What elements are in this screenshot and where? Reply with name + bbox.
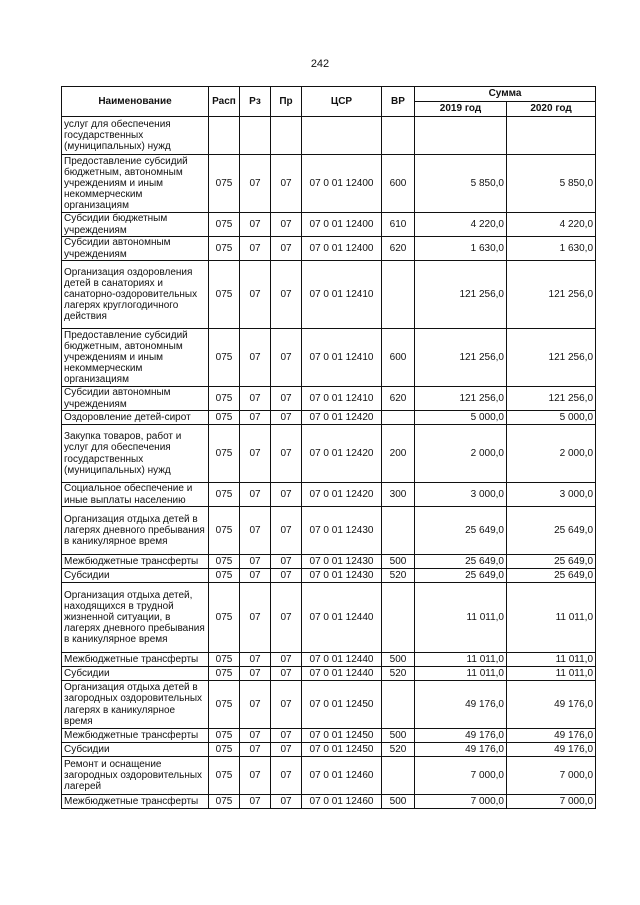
cell-pr: 07 [271, 583, 302, 653]
cell-sum-2020: 49 176,0 [507, 681, 596, 729]
cell-vr [382, 117, 415, 155]
cell-vr [382, 681, 415, 729]
cell-rz: 07 [240, 329, 271, 387]
cell-sum-2019: 1 630,0 [415, 237, 507, 261]
table-row [62, 681, 596, 729]
cell-rasp: 075 [209, 507, 240, 555]
cell-pr [271, 117, 302, 155]
cell-rasp: 075 [209, 411, 240, 425]
cell-vr: 500 [382, 795, 415, 809]
cell-rz: 07 [240, 583, 271, 653]
cell-sum-2020: 25 649,0 [507, 569, 596, 583]
table-row [62, 213, 596, 237]
cell-pr: 07 [271, 329, 302, 387]
cell-sum-2019: 25 649,0 [415, 555, 507, 569]
cell-name: Субсидии [62, 569, 209, 583]
table-row [62, 795, 596, 809]
table-row [62, 729, 596, 743]
table-row [62, 653, 596, 667]
cell-csr: 07 0 01 12430 [302, 507, 382, 555]
cell-name: Социальное обеспечение и иные выплаты населению [62, 483, 209, 507]
cell-rasp: 075 [209, 237, 240, 261]
cell-sum-2019: 5 000,0 [415, 411, 507, 425]
cell-name: Организация отдыха детей в загородных оздоровительных лагерях в каникулярное время [62, 681, 209, 729]
cell-sum-2020 [507, 117, 596, 155]
cell-pr: 07 [271, 507, 302, 555]
cell-pr: 07 [271, 237, 302, 261]
cell-rz: 07 [240, 757, 271, 795]
cell-name: Организация отдыха детей, находящихся в трудной жизненной ситуации, в лагерях дневного пребывания в каникулярное время [62, 583, 209, 653]
cell-rz: 07 [240, 795, 271, 809]
cell-sum-2019: 5 850,0 [415, 155, 507, 213]
cell-sum-2019: 25 649,0 [415, 507, 507, 555]
cell-rz: 07 [240, 681, 271, 729]
header-year-2020: 2020 год [507, 102, 596, 117]
cell-name: услуг для обеспечения государственных (муниципальных) нужд [62, 117, 209, 155]
cell-sum-2019: 7 000,0 [415, 795, 507, 809]
cell-sum-2019: 49 176,0 [415, 681, 507, 729]
header-pr: Пр [271, 87, 302, 117]
cell-rasp: 075 [209, 329, 240, 387]
cell-vr: 600 [382, 155, 415, 213]
cell-sum-2019: 2 000,0 [415, 425, 507, 483]
cell-sum-2020: 25 649,0 [507, 555, 596, 569]
cell-vr [382, 507, 415, 555]
cell-vr [382, 261, 415, 329]
cell-name: Закупка товаров, работ и услуг для обеспечения государственных (муниципальных) нужд [62, 425, 209, 483]
cell-sum-2020: 11 011,0 [507, 583, 596, 653]
cell-sum-2020: 1 630,0 [507, 237, 596, 261]
cell-rasp: 075 [209, 483, 240, 507]
cell-sum-2019: 25 649,0 [415, 569, 507, 583]
cell-vr: 500 [382, 555, 415, 569]
cell-rasp: 075 [209, 555, 240, 569]
header-vr: ВР [382, 87, 415, 117]
cell-rasp: 075 [209, 795, 240, 809]
cell-vr: 500 [382, 729, 415, 743]
cell-name: Ремонт и оснащение загородных оздоровительных лагерей [62, 757, 209, 795]
cell-csr: 07 0 01 12400 [302, 155, 382, 213]
cell-vr: 500 [382, 653, 415, 667]
cell-name: Оздоровление детей-сирот [62, 411, 209, 425]
table-row [62, 555, 596, 569]
cell-vr: 520 [382, 569, 415, 583]
cell-csr: 07 0 01 12400 [302, 213, 382, 237]
cell-pr: 07 [271, 411, 302, 425]
table-row [62, 117, 596, 155]
cell-rz: 07 [240, 237, 271, 261]
cell-csr: 07 0 01 12430 [302, 569, 382, 583]
cell-csr: 07 0 01 12430 [302, 555, 382, 569]
cell-pr: 07 [271, 261, 302, 329]
cell-sum-2020: 5 000,0 [507, 411, 596, 425]
header-name: Наименование [62, 87, 209, 117]
cell-csr: 07 0 01 12420 [302, 411, 382, 425]
cell-pr: 07 [271, 681, 302, 729]
cell-sum-2020: 49 176,0 [507, 729, 596, 743]
cell-sum-2020: 11 011,0 [507, 667, 596, 681]
cell-rasp: 075 [209, 213, 240, 237]
cell-pr: 07 [271, 569, 302, 583]
table-row [62, 155, 596, 213]
cell-sum-2020: 11 011,0 [507, 653, 596, 667]
cell-rz: 07 [240, 653, 271, 667]
cell-name: Субсидии [62, 743, 209, 757]
cell-csr: 07 0 01 12440 [302, 667, 382, 681]
cell-name: Межбюджетные трансферты [62, 795, 209, 809]
cell-pr: 07 [271, 653, 302, 667]
cell-rz [240, 117, 271, 155]
cell-csr: 07 0 01 12450 [302, 729, 382, 743]
cell-name: Субсидии [62, 667, 209, 681]
cell-rasp: 075 [209, 653, 240, 667]
table-row [62, 483, 596, 507]
cell-sum-2019: 11 011,0 [415, 667, 507, 681]
cell-pr: 07 [271, 795, 302, 809]
table-row [62, 743, 596, 757]
cell-rz: 07 [240, 483, 271, 507]
cell-rasp: 075 [209, 667, 240, 681]
page-number: 242 [310, 58, 330, 70]
budget-table [61, 86, 596, 809]
cell-vr: 620 [382, 237, 415, 261]
cell-rasp: 075 [209, 261, 240, 329]
header-row [62, 87, 596, 102]
table-row [62, 583, 596, 653]
cell-csr: 07 0 01 12440 [302, 653, 382, 667]
table-row [62, 757, 596, 795]
cell-vr [382, 757, 415, 795]
cell-rasp: 075 [209, 155, 240, 213]
cell-csr: 07 0 01 12420 [302, 483, 382, 507]
cell-pr: 07 [271, 213, 302, 237]
cell-csr: 07 0 01 12400 [302, 237, 382, 261]
cell-name: Субсидии бюджетным учреждениям [62, 213, 209, 237]
cell-name: Организация отдыха детей в лагерях дневного пребывания в каникулярное время [62, 507, 209, 555]
cell-csr: 07 0 01 12450 [302, 681, 382, 729]
cell-pr: 07 [271, 757, 302, 795]
cell-csr: 07 0 01 12460 [302, 795, 382, 809]
cell-vr: 610 [382, 213, 415, 237]
cell-sum-2019 [415, 117, 507, 155]
cell-name: Предоставление субсидий бюджетным, автономным учреждениям и иным некоммерческим организациям [62, 155, 209, 213]
cell-csr: 07 0 01 12410 [302, 261, 382, 329]
cell-sum-2020: 5 850,0 [507, 155, 596, 213]
cell-sum-2019: 121 256,0 [415, 329, 507, 387]
cell-sum-2020: 121 256,0 [507, 261, 596, 329]
cell-name: Межбюджетные трансферты [62, 555, 209, 569]
cell-pr: 07 [271, 743, 302, 757]
cell-name: Субсидии автономным учреждениям [62, 387, 209, 411]
cell-rasp [209, 117, 240, 155]
cell-rasp: 075 [209, 743, 240, 757]
cell-rasp: 075 [209, 387, 240, 411]
cell-sum-2019: 49 176,0 [415, 729, 507, 743]
cell-rasp: 075 [209, 569, 240, 583]
cell-vr: 300 [382, 483, 415, 507]
cell-rz: 07 [240, 729, 271, 743]
table-row [62, 569, 596, 583]
table-row [62, 411, 596, 425]
header-year-2019: 2019 год [415, 102, 507, 117]
cell-sum-2020: 121 256,0 [507, 387, 596, 411]
cell-name: Субсидии автономным учреждениям [62, 237, 209, 261]
cell-sum-2020: 7 000,0 [507, 757, 596, 795]
cell-sum-2019: 4 220,0 [415, 213, 507, 237]
table-row [62, 261, 596, 329]
table-row [62, 237, 596, 261]
cell-sum-2020: 49 176,0 [507, 743, 596, 757]
cell-sum-2020: 121 256,0 [507, 329, 596, 387]
cell-rasp: 075 [209, 583, 240, 653]
cell-pr: 07 [271, 483, 302, 507]
cell-vr: 520 [382, 667, 415, 681]
cell-pr: 07 [271, 387, 302, 411]
cell-pr: 07 [271, 667, 302, 681]
cell-sum-2020: 3 000,0 [507, 483, 596, 507]
cell-csr: 07 0 01 12450 [302, 743, 382, 757]
cell-rz: 07 [240, 411, 271, 425]
cell-rasp: 075 [209, 425, 240, 483]
cell-rz: 07 [240, 743, 271, 757]
cell-pr: 07 [271, 155, 302, 213]
cell-csr [302, 117, 382, 155]
cell-pr: 07 [271, 729, 302, 743]
cell-rz: 07 [240, 155, 271, 213]
cell-rz: 07 [240, 213, 271, 237]
cell-rz: 07 [240, 387, 271, 411]
cell-rz: 07 [240, 425, 271, 483]
cell-sum-2019: 3 000,0 [415, 483, 507, 507]
table-row [62, 425, 596, 483]
table-row [62, 329, 596, 387]
cell-rz: 07 [240, 555, 271, 569]
cell-vr: 520 [382, 743, 415, 757]
cell-csr: 07 0 01 12440 [302, 583, 382, 653]
cell-rasp: 075 [209, 729, 240, 743]
cell-sum-2019: 11 011,0 [415, 653, 507, 667]
cell-sum-2020: 7 000,0 [507, 795, 596, 809]
cell-sum-2020: 2 000,0 [507, 425, 596, 483]
cell-sum-2019: 11 011,0 [415, 583, 507, 653]
cell-rasp: 075 [209, 757, 240, 795]
cell-csr: 07 0 01 12420 [302, 425, 382, 483]
cell-vr: 620 [382, 387, 415, 411]
cell-sum-2019: 7 000,0 [415, 757, 507, 795]
cell-name: Организация оздоровления детей в санаториях и санаторно-оздоровительных лагерях круглогодичного действия [62, 261, 209, 329]
header-csr: ЦСР [302, 87, 382, 117]
table-row [62, 507, 596, 555]
cell-csr: 07 0 01 12460 [302, 757, 382, 795]
cell-rz: 07 [240, 507, 271, 555]
cell-sum-2019: 121 256,0 [415, 387, 507, 411]
header-rz: Рз [240, 87, 271, 117]
table-row [62, 667, 596, 681]
header-rasp: Расп [209, 87, 240, 117]
cell-rz: 07 [240, 261, 271, 329]
cell-vr: 600 [382, 329, 415, 387]
cell-vr [382, 411, 415, 425]
cell-name: Межбюджетные трансферты [62, 729, 209, 743]
cell-rz: 07 [240, 667, 271, 681]
cell-pr: 07 [271, 555, 302, 569]
cell-name: Предоставление субсидий бюджетным, автономным учреждениям и иным некоммерческим организациям [62, 329, 209, 387]
header-sum: Сумма [415, 87, 596, 102]
cell-rasp: 075 [209, 681, 240, 729]
cell-csr: 07 0 01 12410 [302, 329, 382, 387]
cell-name: Межбюджетные трансферты [62, 653, 209, 667]
cell-vr [382, 583, 415, 653]
cell-vr: 200 [382, 425, 415, 483]
cell-csr: 07 0 01 12410 [302, 387, 382, 411]
cell-sum-2019: 49 176,0 [415, 743, 507, 757]
cell-sum-2020: 25 649,0 [507, 507, 596, 555]
cell-sum-2020: 4 220,0 [507, 213, 596, 237]
table-row [62, 387, 596, 411]
cell-sum-2019: 121 256,0 [415, 261, 507, 329]
cell-rz: 07 [240, 569, 271, 583]
cell-pr: 07 [271, 425, 302, 483]
